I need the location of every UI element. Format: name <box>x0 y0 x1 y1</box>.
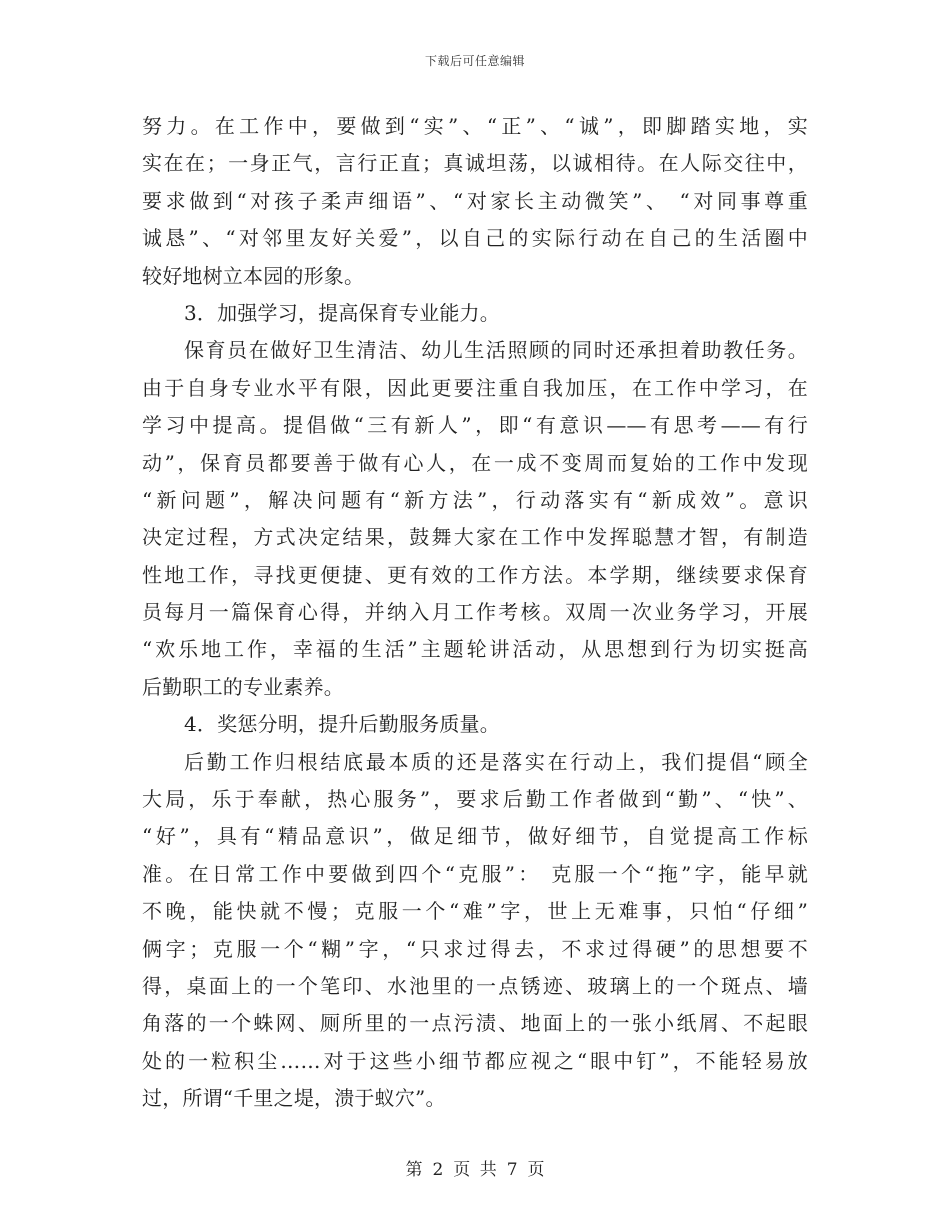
footer-prefix: 第 <box>405 1160 423 1180</box>
text-line: “好”，具有“精品意识”，做足细节，做好细节，自觉提高工作标 <box>142 824 808 849</box>
text-line: 实在在；一身正气，言行正直；真诚坦荡，以诚相待。在人际交往中， <box>142 151 808 176</box>
text-line: 由于自身专业水平有限，因此更要注重自我加压，在工作中学习，在 <box>142 375 808 400</box>
text-line: 动”，保育员都要善于做有心人，在一成不变周而复始的工作中发现 <box>142 450 808 475</box>
text-line: 4．奖惩分明，提升后勤服务质量。 <box>184 712 500 737</box>
text-line: 得，桌面上的一个笔印、水池里的一点锈迹、玻璃上的一个斑点、墙 <box>142 973 808 998</box>
page-header: 下载后可任意编辑 <box>424 54 525 68</box>
text-line: 准。在日常工作中要做到四个“克服”： 克服一个“拖”字，能早就 <box>142 861 808 886</box>
text-line: 学习中提高。提倡做“三有新人”，即“有意识——有思考——有行 <box>142 413 808 438</box>
text-line: 角落的一个蛛网、厕所里的一点污渍、地面上的一张小纸屑、不起眼 <box>142 1011 808 1036</box>
text-line: 俩字；克服一个“糊”字，“只求过得去，不求过得硬”的思想要不 <box>142 936 808 961</box>
text-line: 员每月一篇保育心得，并纳入月工作考核。双周一次业务学习，开展 <box>142 600 808 625</box>
page-footer <box>0 1155 950 1180</box>
footer-total-pages: 7 <box>506 1160 518 1180</box>
text-line: 较好地树立本园的形象。 <box>142 263 365 288</box>
text-line: 要求做到“对孩子柔声细语”、“对家长主动微笑”、 “对同事尊重 <box>142 188 808 213</box>
footer-middle: 页 共 <box>453 1160 497 1180</box>
text-line: “新问题”，解决问题有“新方法”，行动落实有“新成效”。意识 <box>142 487 808 512</box>
text-line: 3．加强学习，提高保育专业能力。 <box>184 300 500 325</box>
text-line: 大局，乐于奉献，热心服务”，要求后勤工作者做到“勤”、“快”、 <box>142 787 808 812</box>
text-line: 过，所谓“千里之堤，溃于蚁穴”。 <box>142 1086 446 1111</box>
text-line: 后勤职工的专业素养。 <box>142 674 344 699</box>
text-line: “欢乐地工作，幸福的生活”主题轮讲活动，从思想到行为切实挺高 <box>142 637 808 662</box>
footer-suffix: 页 <box>527 1160 545 1180</box>
footer-page-number: 2 <box>432 1160 444 1180</box>
text-line: 保育员在做好卫生清洁、幼儿生活照顾的同时还承担着助教任务。 <box>184 338 808 363</box>
text-line: 后勤工作归根结底最本质的还是落实在行动上，我们提倡“顾全 <box>184 749 808 774</box>
text-line: 诚恳”、“对邻里友好关爱”，以自己的实际行动在自己的生活圈中 <box>142 226 808 251</box>
document-body <box>142 108 808 1118</box>
text-line: 性地工作，寻找更便捷、更有效的工作方法。本学期，继续要求保育 <box>142 562 808 587</box>
text-line: 不晚，能快就不慢；克服一个“难”字，世上无难事，只怕“仔细” <box>142 899 808 924</box>
text-line: 处的一粒积尘……对于这些小细节都应视之“眼中钉”，不能轻易放 <box>142 1048 808 1073</box>
text-line: 决定过程，方式决定结果，鼓舞大家在工作中发挥聪慧才智，有制造 <box>142 525 808 550</box>
text-line: 努力。在工作中，要做到“实”、“正”、“诚”，即脚踏实地，实 <box>142 114 808 138</box>
